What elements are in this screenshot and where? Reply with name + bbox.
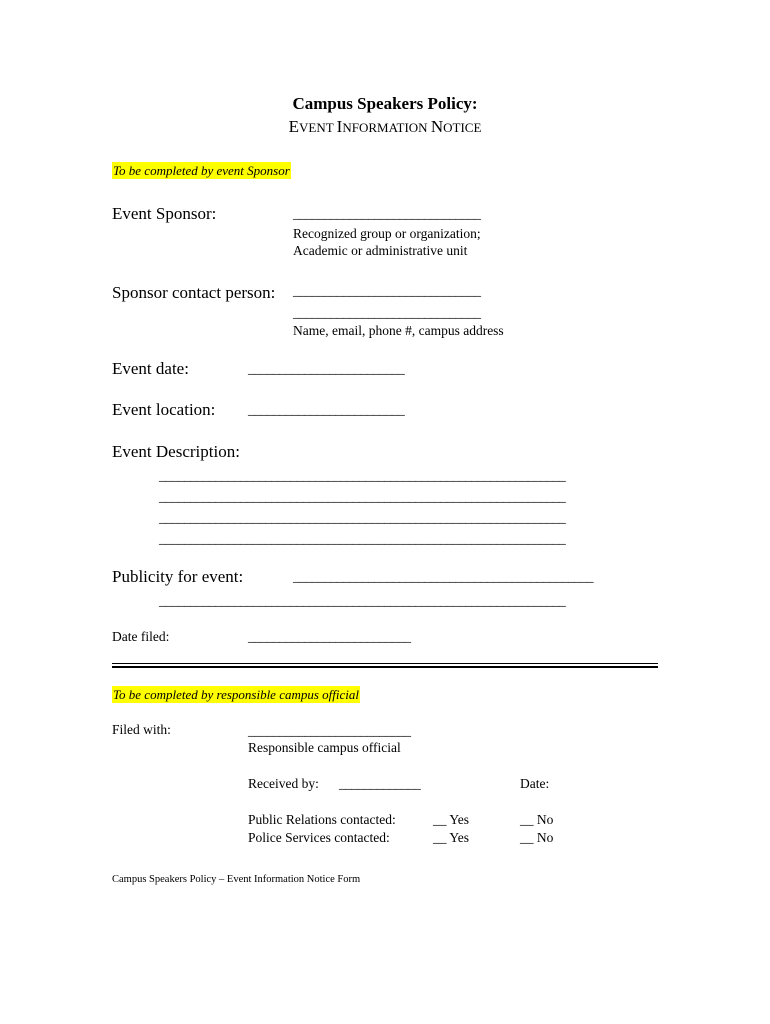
publicity-field-2[interactable]: _________________________________________________________________ xyxy=(159,593,566,608)
sponsor-contact-field-2[interactable]: ______________________________ xyxy=(293,305,481,320)
event-sponsor-hint-1: Recognized group or organization; xyxy=(293,226,481,241)
subtitle-nformation: NFORMATION xyxy=(342,120,431,135)
date-filed-field[interactable]: __________________________ xyxy=(248,629,411,644)
event-sponsor-field[interactable]: ______________________________ xyxy=(293,206,481,221)
received-date-label: Date: xyxy=(520,776,550,791)
event-description-label: Event Description: xyxy=(112,442,240,461)
subtitle-vent: VENT xyxy=(298,120,337,135)
event-date-label: Event date: xyxy=(112,359,189,378)
pr-no-option[interactable]: __ No xyxy=(520,812,554,827)
subtitle-e: E xyxy=(288,117,299,136)
document-subtitle xyxy=(0,117,770,137)
filed-with-hint: Responsible campus official xyxy=(248,740,401,755)
sponsor-contact-label: Sponsor contact person: xyxy=(112,283,276,302)
date-filed-label: Date filed: xyxy=(112,629,170,644)
sponsor-contact-field-1[interactable]: ______________________________ xyxy=(293,283,481,298)
received-by-label: Received by: xyxy=(248,776,319,791)
event-description-line[interactable]: _________________________________________________________________ xyxy=(159,510,566,525)
official-section-banner-text: To be completed by responsible campus official xyxy=(113,687,360,702)
publicity-field-1[interactable]: ________________________________________________ xyxy=(293,569,593,584)
pr-yes-option[interactable]: __ Yes xyxy=(433,812,470,827)
subtitle-otice: OTICE xyxy=(443,120,482,135)
event-description-line[interactable]: _________________________________________________________________ xyxy=(159,531,566,546)
event-location-label: Event location: xyxy=(112,400,216,419)
event-location-field[interactable]: _________________________ xyxy=(248,402,405,417)
pr-contacted-label: Public Relations contacted: xyxy=(248,812,396,827)
filed-with-field[interactable]: __________________________ xyxy=(248,723,411,738)
event-date-field[interactable]: _________________________ xyxy=(248,361,405,376)
subtitle-i: I xyxy=(336,117,343,136)
event-sponsor-hint-2: Academic or administrative unit xyxy=(293,243,468,258)
event-description-line[interactable]: _________________________________________________________________ xyxy=(159,468,566,483)
police-no-option[interactable]: __ No xyxy=(520,830,554,845)
filed-with-label: Filed with: xyxy=(112,722,171,737)
subtitle-n: N xyxy=(430,117,444,136)
sponsor-contact-hint: Name, email, phone #, campus address xyxy=(293,323,504,338)
section-divider-top xyxy=(112,663,658,664)
publicity-label: Publicity for event: xyxy=(112,567,244,586)
event-description-line[interactable]: _________________________________________________________________ xyxy=(159,489,566,504)
document-title: Campus Speakers Policy: xyxy=(292,94,478,113)
received-by-field[interactable]: _____________ xyxy=(339,776,421,791)
sponsor-section-banner-text: To be completed by event Sponsor xyxy=(113,163,290,178)
police-yes-option[interactable]: __ Yes xyxy=(433,830,470,845)
sponsor-section-banner xyxy=(112,162,291,180)
official-section-banner xyxy=(112,686,360,704)
page-footer: Campus Speakers Policy – Event Information Notice Form xyxy=(112,874,361,885)
event-sponsor-label: Event Sponsor: xyxy=(112,204,217,223)
section-divider-bottom xyxy=(112,666,658,668)
police-contacted-label: Police Services contacted: xyxy=(248,830,390,845)
